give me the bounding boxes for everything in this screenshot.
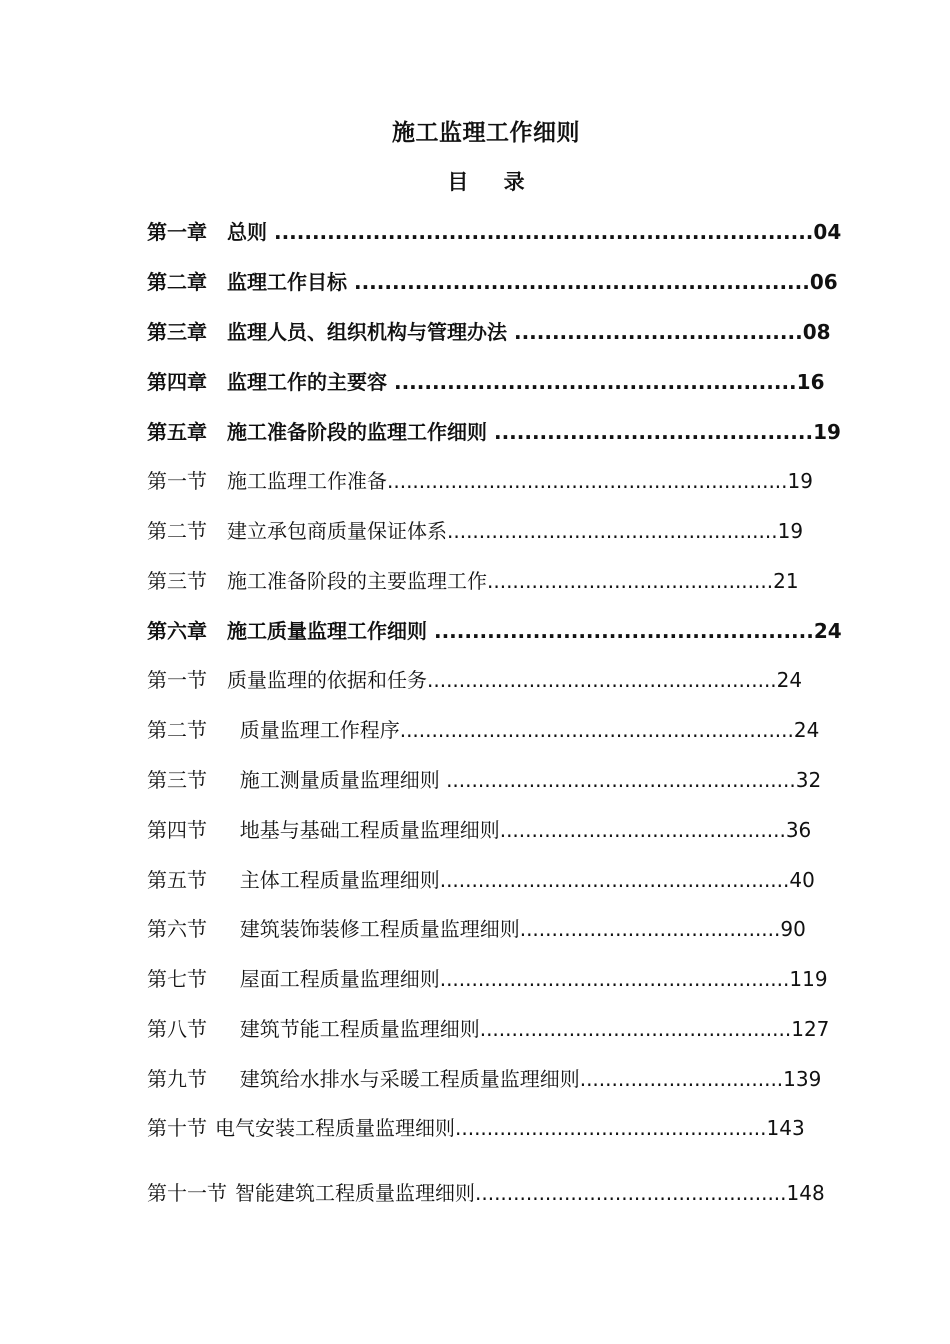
toc-entry-title: 建筑装饰装修工程质量监理细则 — [227, 917, 520, 941]
toc-entry-page-number: 148 — [786, 1181, 825, 1205]
toc-entry-page-number: 90 — [780, 917, 806, 941]
toc-entry-leader-dots: ......................................... — [519, 917, 781, 941]
toc-entry-title: 建筑节能工程质量监理细则 — [227, 1017, 480, 1041]
toc-entry-title: 屋面工程质量监理细则 — [227, 967, 440, 991]
toc-entry-page-number: 08 — [802, 320, 831, 344]
toc-section-entry — [147, 1114, 805, 1142]
toc-entry-page-number: 16 — [796, 370, 825, 394]
toc-section-entry — [147, 716, 819, 744]
toc-entry-label: 第四节 — [147, 818, 207, 842]
toc-entry-label: 第二章 — [147, 270, 207, 294]
toc-entry-leader-dots: .......................................... — [493, 420, 814, 444]
toc-entry-label: 第六章 — [147, 619, 207, 643]
toc-entry-label: 第一节 — [147, 668, 207, 692]
toc-entry-leader-dots: ...................................... — [513, 320, 803, 344]
toc-section-entry — [147, 1015, 829, 1043]
toc-entry-title: 主体工程质量监理细则 — [227, 868, 440, 892]
toc-section-entry — [147, 816, 811, 844]
toc-entry-leader-dots: ............................................. — [487, 569, 774, 593]
toc-entry-page-number: 04 — [813, 220, 842, 244]
toc-entry-page-number: 19 — [787, 469, 813, 493]
toc-entry-title: 监理工作的主要容 — [227, 370, 394, 394]
toc-entry-label: 第十一节 — [147, 1181, 227, 1205]
toc-entry-page-number: 127 — [791, 1017, 830, 1041]
toc-entry-title: 质量监理工作程序 — [227, 718, 400, 742]
toc-entry-label: 第五章 — [147, 420, 207, 444]
toc-entry-label: 第三章 — [147, 320, 207, 344]
toc-entry-title: 质量监理的依据和任务 — [227, 668, 427, 692]
toc-chapter-entry — [147, 418, 841, 446]
toc-entry-leader-dots: ....................................................................... — [273, 220, 814, 244]
toc-entry-title: 施工测量质量监理细则 — [227, 768, 447, 792]
toc-entry-page-number: 139 — [783, 1067, 822, 1091]
toc-entry-leader-dots: ....................................................... — [427, 668, 777, 692]
toc-chapter-entry — [147, 318, 831, 346]
toc-section-entry — [147, 666, 802, 694]
toc-entry-page-number: 19 — [777, 519, 804, 543]
toc-entry-label: 第三节 — [147, 569, 207, 593]
toc-entry-leader-dots: ................................................. — [479, 1017, 792, 1041]
toc-chapter-entry — [147, 268, 838, 296]
toc-entry-leader-dots: ................................................. — [455, 1116, 767, 1140]
toc-entry-page-number: 32 — [795, 768, 822, 792]
toc-entry-page-number: 19 — [813, 420, 841, 444]
toc-entry-page-number: 06 — [809, 270, 838, 294]
toc-entry-page-number: 24 — [793, 718, 820, 742]
toc-entry-label: 第一节 — [147, 469, 207, 493]
toc-section-entry — [147, 567, 799, 595]
toc-section-entry — [147, 1065, 821, 1093]
toc-entry-title: 地基与基础工程质量监理细则 — [227, 818, 500, 842]
toc-entry-title: 施工准备阶段的主要监理工作 — [227, 569, 487, 593]
toc-section-entry — [147, 965, 828, 993]
toc-entry-label: 第十节 — [147, 1116, 207, 1140]
toc-entry-leader-dots: ....................................................... — [439, 868, 790, 892]
toc-entry-leader-dots: ................................ — [579, 1067, 784, 1091]
toc-entry-page-number: 40 — [789, 868, 815, 892]
toc-entry-page-number: 36 — [785, 818, 812, 842]
toc-entry-label: 第二节 — [147, 718, 207, 742]
toc-entry-page-number: 119 — [789, 967, 828, 991]
toc-section-entry — [147, 467, 813, 495]
document-title: 施工监理工作细则 — [392, 120, 580, 146]
toc-entry-label: 第四章 — [147, 370, 207, 394]
toc-section-entry — [147, 915, 806, 943]
toc-entry-label: 第八节 — [147, 1017, 207, 1041]
toc-entry-title: 建立承包商质量保证体系 — [227, 519, 447, 543]
toc-chapter-entry — [147, 218, 841, 246]
toc-entry-leader-dots: ....................................................... — [446, 768, 796, 792]
toc-entry-label: 第一章 — [147, 220, 207, 244]
toc-entry-page-number: 21 — [773, 569, 799, 593]
toc-chapter-entry — [147, 617, 842, 645]
toc-entry-title: 智能建筑工程质量监理细则 — [235, 1181, 475, 1205]
toc-heading: 目 录 — [447, 170, 525, 194]
toc-entry-title: 施工准备阶段的监理工作细则 — [227, 420, 494, 444]
toc-entry-label: 第九节 — [147, 1067, 207, 1091]
toc-entry-title: 总则 — [227, 220, 274, 244]
toc-entry-leader-dots: ............................................. — [499, 818, 786, 842]
toc-entry-page-number: 24 — [813, 619, 842, 643]
toc-chapter-entry — [147, 368, 825, 396]
toc-entry-label: 第三节 — [147, 768, 207, 792]
toc-entry-label: 第五节 — [147, 868, 207, 892]
toc-entry-page-number: 143 — [766, 1116, 805, 1140]
toc-entry-title: 施工质量监理工作细则 — [227, 619, 434, 643]
toc-entry-leader-dots: ............................................................... — [387, 469, 788, 493]
toc-entry-title: 监理工作目标 — [227, 270, 354, 294]
toc-entry-leader-dots: .................................................... — [447, 519, 778, 543]
toc-entry-leader-dots: .............................................................. — [399, 718, 794, 742]
toc-entry-title: 电气安装工程质量监理细则 — [215, 1116, 455, 1140]
toc-section-entry — [147, 866, 815, 894]
toc-entry-title: 施工监理工作准备 — [227, 469, 387, 493]
toc-entry-leader-dots: ............................................................ — [353, 270, 810, 294]
toc-section-entry — [147, 766, 821, 794]
toc-entry-leader-dots: .................................................. — [433, 619, 814, 643]
toc-entry-label: 第二节 — [147, 519, 207, 543]
toc-entry-leader-dots: ..................................................... — [393, 370, 797, 394]
toc-entry-label: 第六节 — [147, 917, 207, 941]
toc-entry-leader-dots: ................................................. — [475, 1181, 787, 1205]
toc-section-entry — [147, 517, 803, 545]
toc-entry-leader-dots: ....................................................... — [439, 967, 790, 991]
toc-entry-label: 第七节 — [147, 967, 207, 991]
toc-entry-title: 监理人员、组织机构与管理办法 — [227, 320, 514, 344]
toc-entry-page-number: 24 — [776, 668, 803, 692]
toc-section-entry — [147, 1179, 825, 1207]
toc-entry-title: 建筑给水排水与采暖工程质量监理细则 — [227, 1067, 580, 1091]
